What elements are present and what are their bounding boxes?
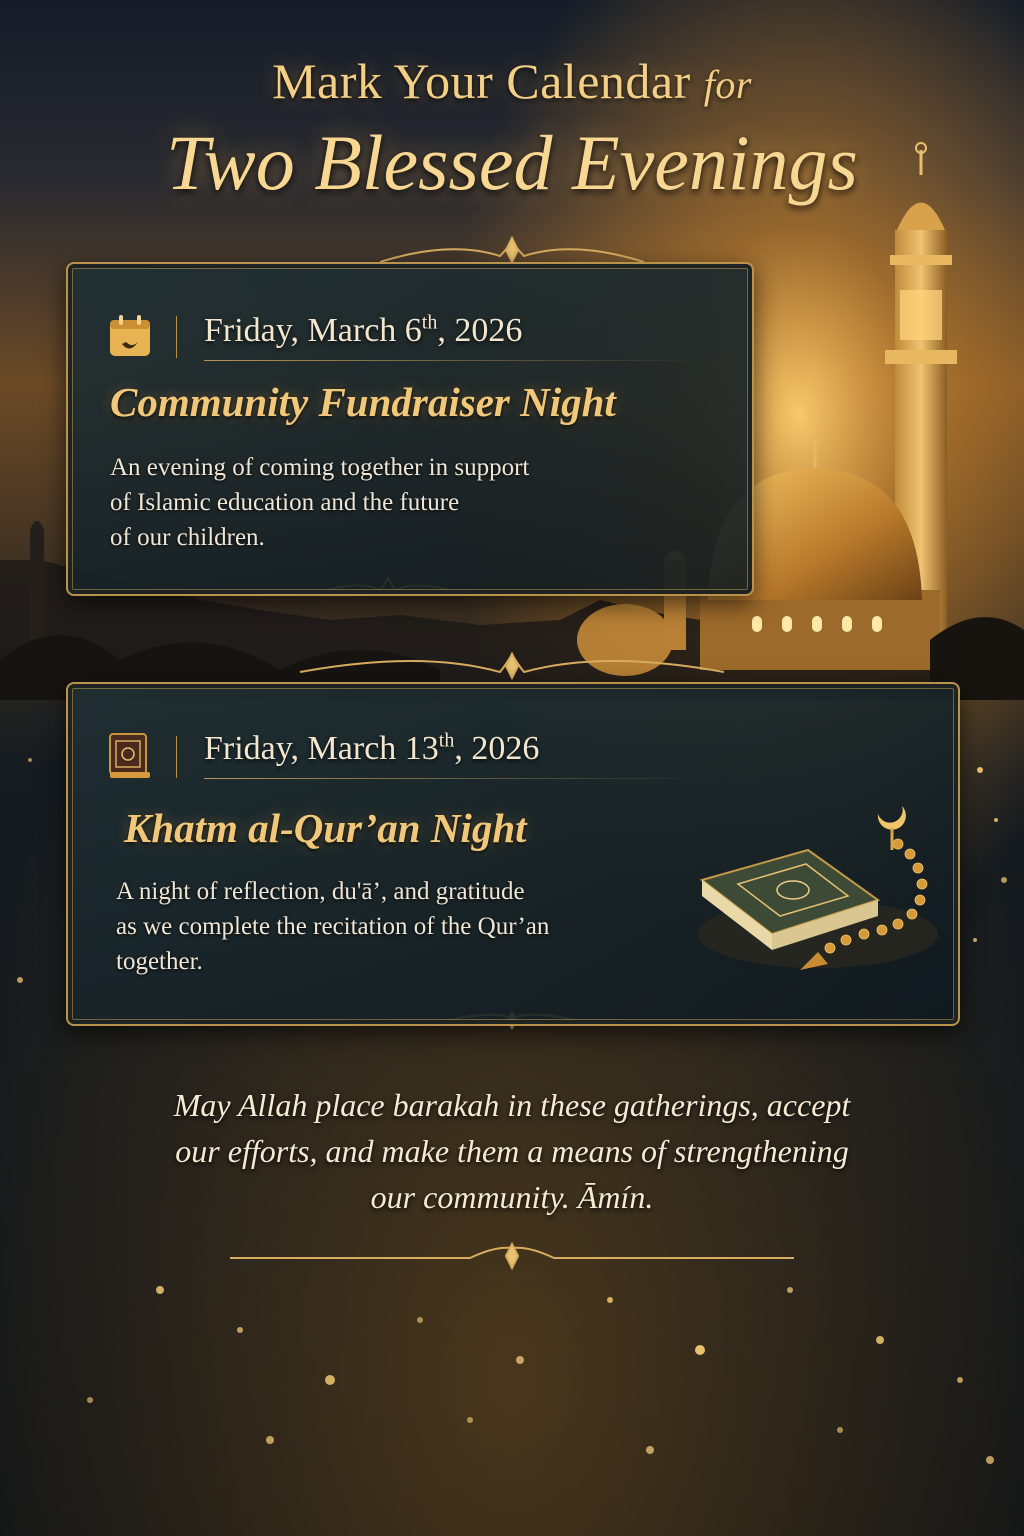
date-ordinal: th <box>421 311 438 334</box>
quran-book-icon <box>106 732 152 780</box>
description-line: together. <box>116 948 203 975</box>
event-date <box>204 730 539 768</box>
closing-blessing <box>80 1082 944 1220</box>
event-card-khatm <box>66 682 960 1026</box>
date-ordinal: th <box>438 729 455 752</box>
title-main: Mark Your Calendar <box>272 53 691 109</box>
event-description <box>110 450 710 555</box>
date-year: , 2026 <box>454 730 540 767</box>
date-divider <box>204 360 704 361</box>
description-line: of our children. <box>110 524 265 551</box>
description-line: A night of reflection, du'ā’, and gratitude <box>116 878 525 905</box>
date-year: , 2026 <box>437 312 523 349</box>
event-title: Khatm al-Qur’an Night <box>124 805 527 851</box>
event-date <box>204 312 522 350</box>
icon-separator <box>176 316 177 358</box>
closing-line: our community. Āmín. <box>370 1179 654 1215</box>
calendar-moon-icon <box>108 314 152 358</box>
closing-line: our efforts, and make them a means of strengthening <box>175 1133 849 1169</box>
quran-beads-illustration <box>688 784 948 984</box>
description-line: as we complete the recitation of the Qur’an <box>116 913 550 940</box>
page-subtitle: Two Blessed Evenings <box>166 119 858 206</box>
icon-separator <box>176 736 177 778</box>
event-title: Community Fundraiser Night <box>110 379 616 425</box>
closing-line: May Allah place barakah in these gatherings, accept <box>173 1087 851 1123</box>
event-description <box>116 874 716 979</box>
description-line: An evening of coming together in support <box>110 454 530 481</box>
date-text: Friday, March 6 <box>204 312 422 349</box>
description-line: of Islamic education and the future <box>110 489 460 516</box>
date-text: Friday, March 13 <box>204 730 439 767</box>
page-title <box>0 52 1024 110</box>
date-divider <box>204 778 704 779</box>
event-card-fundraiser <box>66 262 754 596</box>
title-for: for <box>703 62 752 107</box>
